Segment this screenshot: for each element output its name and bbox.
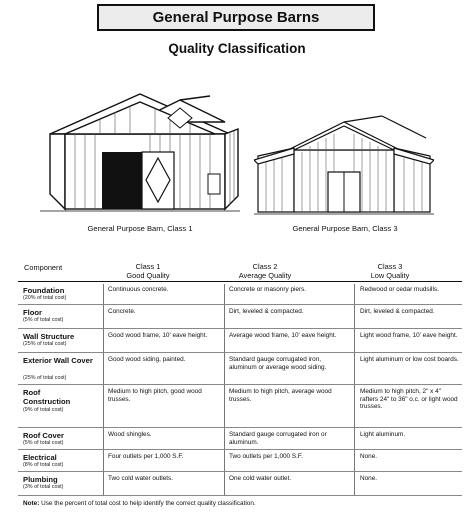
component-name: Electrical: [23, 453, 57, 462]
class-3-cell: Light wood frame, 10' eave height.: [360, 332, 458, 339]
page-subtitle: Quality Classification: [168, 41, 306, 56]
class-2-cell: Standard gauge corrugated iron or aluminum.: [229, 431, 327, 446]
class-2-cell: Two outlets per 1,000 S.F.: [229, 453, 303, 460]
class-1-cell: Continuous concrete.: [108, 286, 169, 293]
barn-class-3-caption: General Purpose Barn, Class 3: [292, 224, 398, 233]
barn-class-3-illustration: [254, 102, 434, 220]
table-row-exterior-wall-cover: [18, 353, 462, 385]
class-1-cell: Good wood siding, painted.: [108, 356, 186, 363]
component-name: Roof Construction: [23, 388, 71, 406]
class-2-cell: Standard gauge corrugated iron, aluminum or average wood siding.: [229, 356, 327, 371]
column-header-class-3: [350, 262, 430, 280]
class-2-cell: Concrete or masonry piers.: [229, 286, 307, 293]
column-header-class-1-label: Class 1: [135, 262, 161, 271]
class-2-cell: Dirt, leveled & compacted.: [229, 308, 304, 315]
row-divider: [18, 495, 462, 496]
component-name: Roof Cover: [23, 431, 64, 440]
column-header-class-2-quality: Average Quality: [238, 271, 292, 280]
class-1-cell: Wood shingles.: [108, 431, 152, 438]
class-1-cell: Concrete.: [108, 308, 136, 315]
column-header-class-1-quality: Good Quality: [126, 271, 170, 280]
class-1-cell: Medium to high pitch, good wood trusses.: [108, 388, 202, 403]
component-cost-share: (5% of total cost): [23, 317, 64, 323]
footnote: [23, 500, 256, 507]
component-cost-share: (5% of total cost): [23, 440, 64, 446]
column-header-component-label: Component: [24, 263, 63, 272]
component-cost-share: (9% of total cost): [23, 407, 64, 413]
class-2-cell: Medium to high pitch, average wood trusses.: [229, 388, 332, 403]
class-3-cell: Dirt, leveled & compacted.: [360, 308, 435, 315]
table-row-floor: [18, 305, 462, 329]
class-1-cell: Good wood frame, 10' eave height.: [108, 332, 208, 339]
table-row-wall-structure: [18, 329, 462, 353]
class-3-cell: Light aluminum or low cost boards.: [360, 356, 459, 363]
class-3-cell: Medium to high pitch, 2" x 4" rafters 24" to 36" o.c. or light wood trusses.: [360, 388, 458, 411]
table-row-electrical: [18, 450, 462, 472]
column-header-class-2-label: Class 2: [252, 262, 278, 271]
table-header-rule: [18, 281, 462, 282]
column-header-component: [24, 263, 62, 272]
component-cost-share: (25% of total cost): [23, 375, 67, 381]
component-cost-share: (20% of total cost): [23, 295, 67, 301]
page-title: General Purpose Barns: [97, 4, 375, 31]
component-name: Wall Structure: [23, 332, 75, 341]
component-name: Floor: [23, 308, 42, 317]
class-1-cell: Two cold water outlets.: [108, 475, 174, 482]
class-1-cell: Four outlets per 1,000 S.F.: [108, 453, 184, 460]
column-header-class-2: [225, 262, 305, 280]
table-row-roof-cover: [18, 428, 462, 450]
component-name: Foundation: [23, 286, 65, 295]
barn-class-1-caption: General Purpose Barn, Class 1: [87, 224, 193, 233]
footnote-label: Note:: [23, 500, 40, 507]
component-name: Exterior Wall Cover: [23, 356, 93, 365]
class-3-cell: None.: [360, 475, 378, 482]
table-row-foundation: [18, 283, 462, 305]
class-3-cell: None.: [360, 453, 378, 460]
component-cost-share: (25% of total cost): [23, 341, 67, 347]
class-3-cell: Light aluminum.: [360, 431, 406, 438]
class-3-cell: Redwood or cedar mudsills.: [360, 286, 439, 293]
class-2-cell: Average wood frame, 10' eave height.: [229, 332, 337, 339]
barn-class-1-illustration: [40, 74, 240, 224]
column-header-class-1: [108, 262, 188, 280]
footnote-text: Use the percent of total cost to help identify the correct quality classification.: [41, 500, 256, 507]
table-row-plumbing: [18, 472, 462, 496]
class-2-cell: One cold water outlet.: [229, 475, 292, 482]
component-cost-share: (3% of total cost): [23, 484, 64, 490]
component-cost-share: (8% of total cost): [23, 462, 64, 468]
component-name: Plumbing: [23, 475, 58, 484]
column-header-class-3-label: Class 3: [377, 262, 403, 271]
column-header-class-3-quality: Low Quality: [370, 271, 410, 280]
table-row-roof-construction: [18, 385, 462, 428]
